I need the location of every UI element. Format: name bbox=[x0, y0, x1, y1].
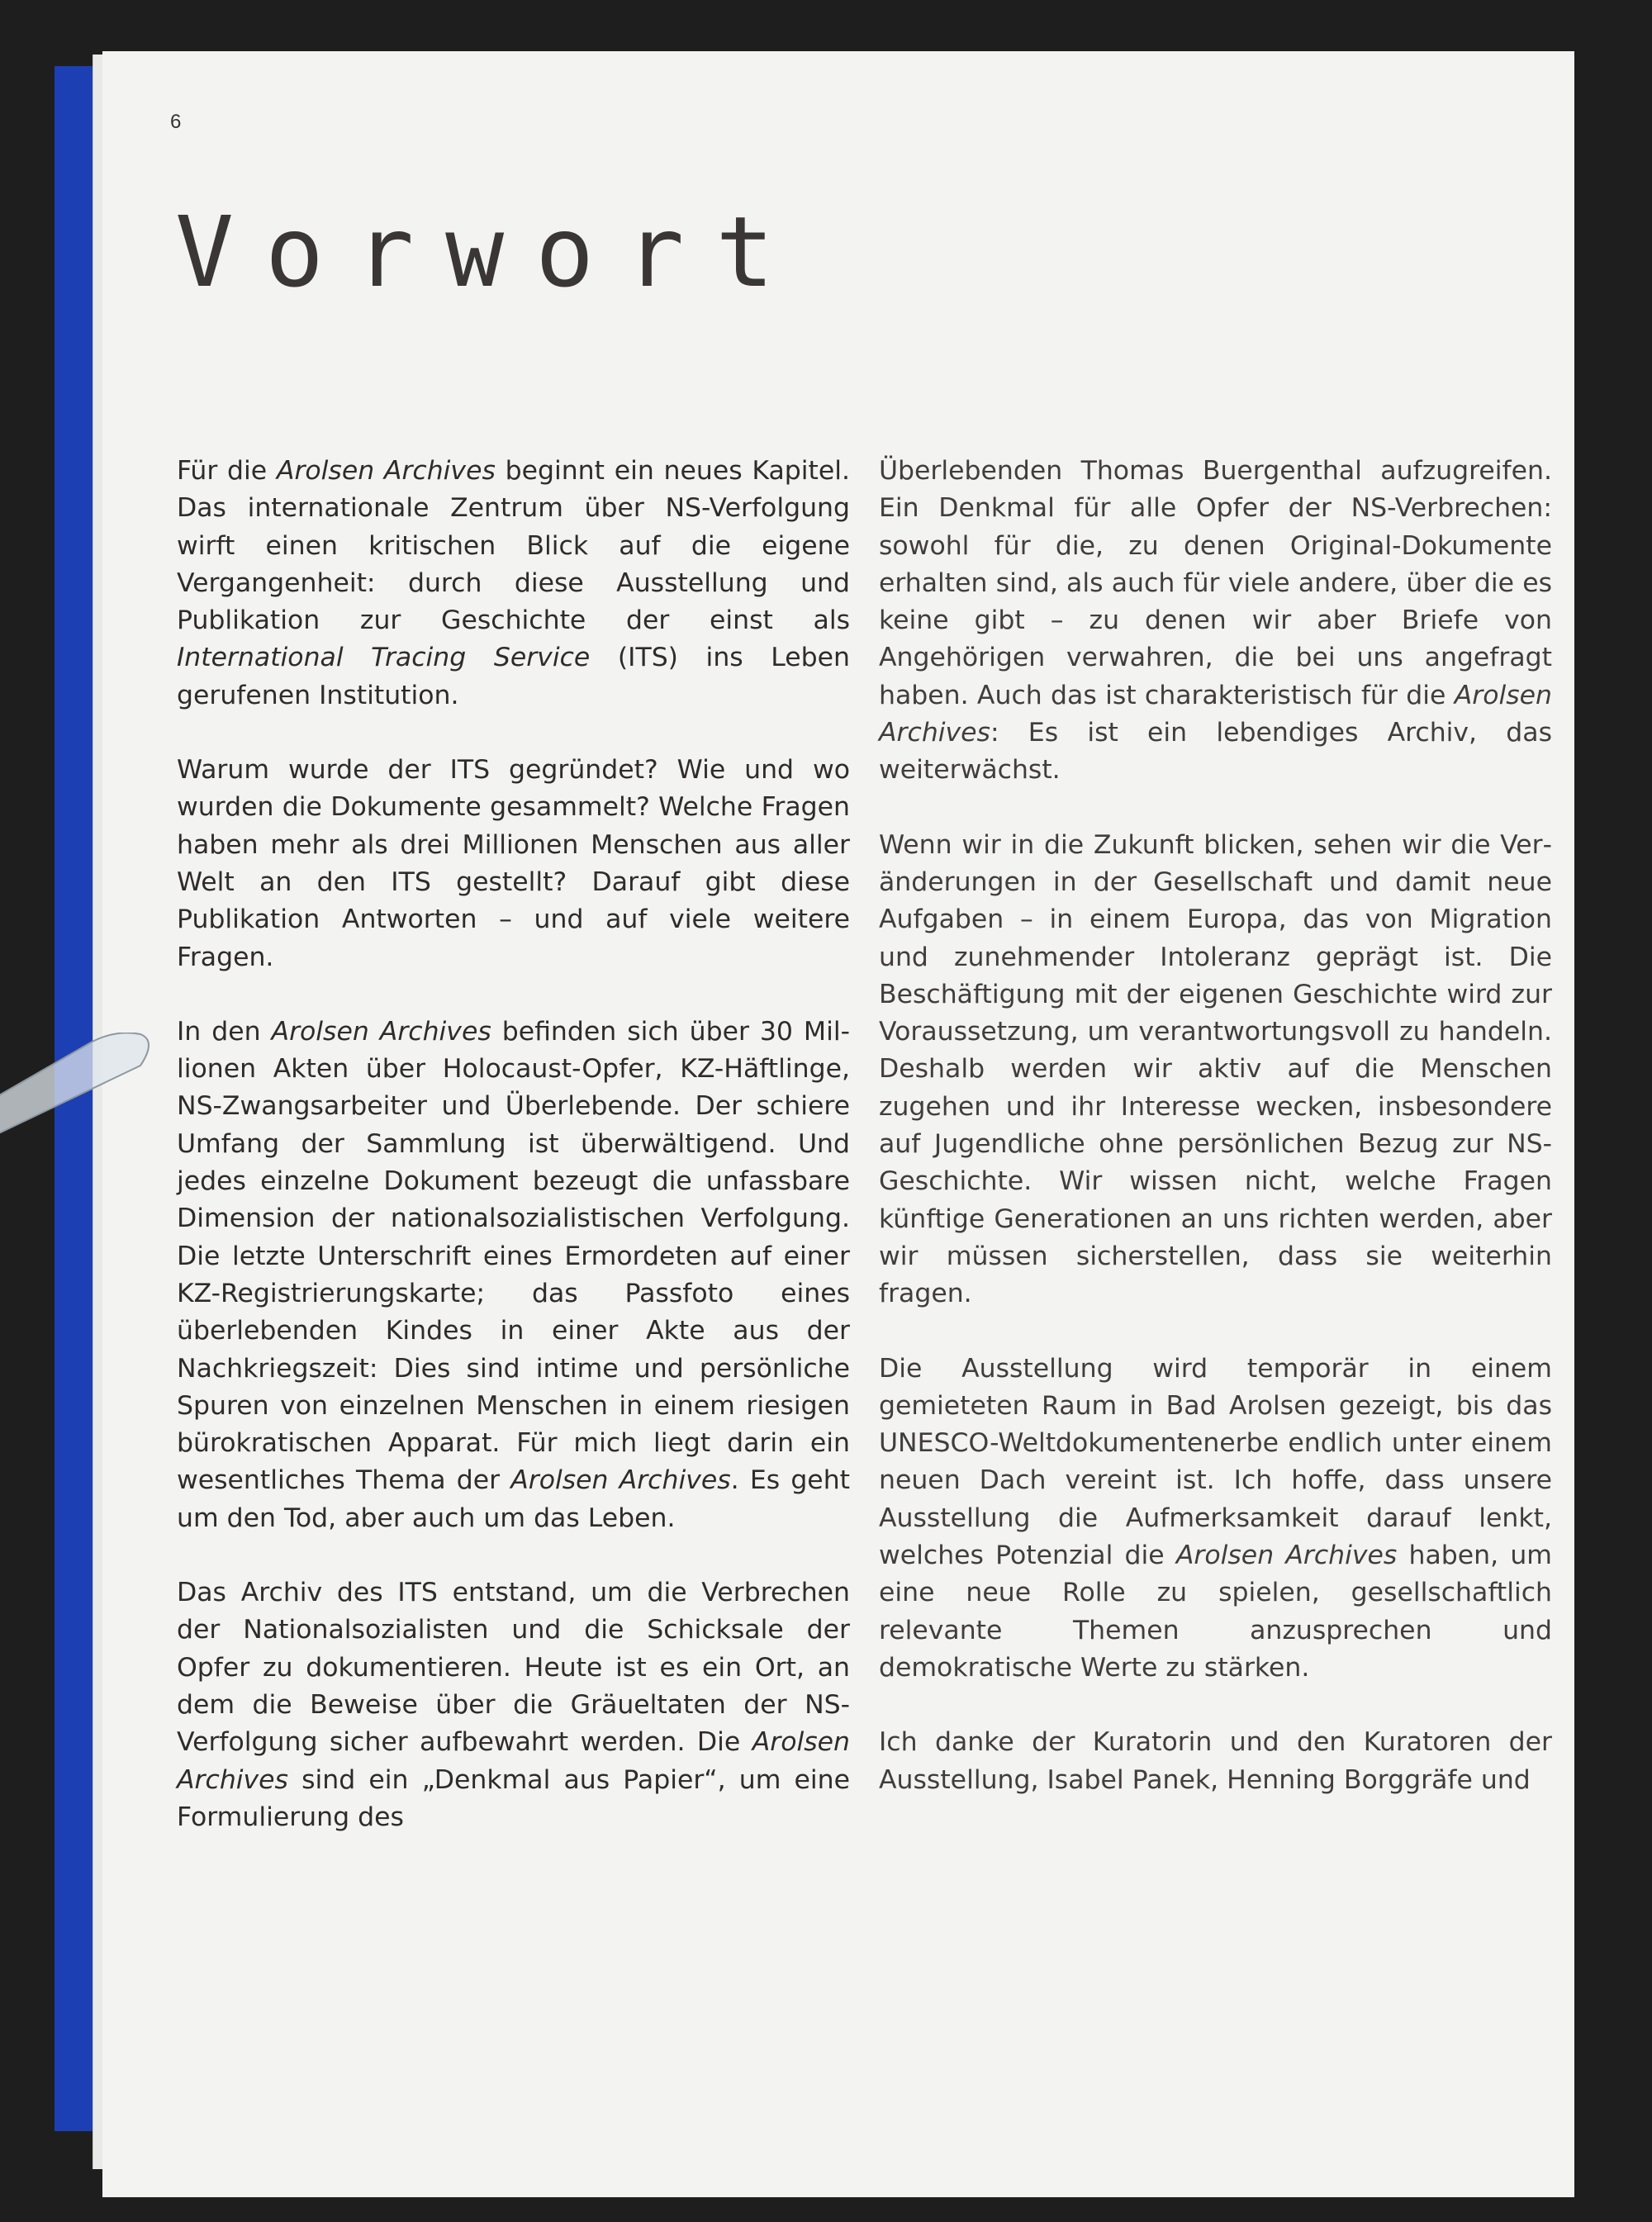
text-run: In den bbox=[177, 1016, 272, 1047]
italic-text-run: International Tracing Service bbox=[177, 643, 591, 673]
paragraph bbox=[879, 1351, 1552, 1688]
text-run: haben, um eine neue Rolle zu spielen, gesellschaftlich relevante Themen anzusprechen und demokratische Werte zu stärken. bbox=[879, 1541, 1552, 1683]
paragraph bbox=[879, 1724, 1552, 1799]
text-run: . Es geht um den Tod, aber auch um das Leben. bbox=[177, 1465, 851, 1533]
text-column-right bbox=[879, 453, 1552, 1799]
paragraph bbox=[879, 827, 1552, 1313]
paragraph bbox=[177, 453, 850, 715]
italic-text-run: Arolsen Archives bbox=[271, 1016, 491, 1047]
text-run: beginnt ein neues Kapitel. Das internationale Zentrum über NS-Verfolgung wirft einen kritischen Blick auf die eigene Vergangenheit: durch diese Ausstellung und Publikation zur Geschichte der einst als bbox=[177, 456, 850, 636]
text-run: Wenn wir in die Zukunft blicken, sehen wir die Veränderungen in der Gesellschaft und damit neue Aufgaben – in einem Europa, das von Migration und zunehmender Intoleranz geprägt ist. Die Beschäftigung mit der eigenen Geschichte wird zur Voraussetzung, um verantwortungsvoll zu handeln. Deshalb werden wir aktiv auf die Menschen zugehen und ihr Interesse wecken, insbesondere auf Jugendliche ohne persönlichen Bezug zur NS-Geschichte. Wir wissen nicht, welche Fragen künftige Generationen an uns richten werden, aber wir müssen sicherstellen, dass sie weiterhin fragen. bbox=[879, 829, 1552, 1309]
paragraph bbox=[879, 453, 1552, 790]
text-run: Ich danke der Kuratorin und den Kuratoren der Ausstellung, Isabel Panek, Henning Borggräfe und bbox=[879, 1727, 1552, 1795]
page-number: 6 bbox=[170, 111, 182, 133]
transparent-ruler bbox=[0, 1033, 215, 1173]
italic-text-run: Arolsen Archives bbox=[510, 1465, 731, 1496]
paragraph bbox=[177, 752, 850, 976]
text-run: Die Ausstellung wird temporär in einem gemieteten Raum in Bad Arolsen gezeigt, bis das UNESCO-Weltdokumentenerbe endlich unter einem neuen Dach vereint ist. Ich hoffe, dass unsere Ausstellung die Aufmerksamkeit darauf lenkt, welches Potenzial die bbox=[879, 1353, 1552, 1571]
italic-text-run: Arolsen Archives bbox=[879, 680, 1552, 748]
page-title: Vorwort bbox=[175, 195, 806, 309]
text-column-left bbox=[177, 453, 850, 1836]
paragraph bbox=[177, 1574, 850, 1836]
text-run: Für die bbox=[177, 456, 277, 486]
text-run: : Es ist ein lebendiges Archiv, das weiterwächst. bbox=[879, 718, 1552, 786]
text-run: Das Archiv des ITS entstand, um die Verbrechen der Nationalsozialisten und die Schicksale der Opfer zu dokumentieren. Heute ist es ein Ort, an dem die Beweise über die Gräueltaten der NS-Verfolgung sicher aufbewahrt werden. Die bbox=[177, 1578, 850, 1758]
italic-text-run: Arolsen Archives bbox=[1175, 1541, 1398, 1571]
text-run: Überlebenden Thomas Buergenthal aufzugreifen. Ein Denkmal für alle Opfer der NS-Verbrechen: sowohl für die, zu denen Original-Dokumente erhalten sind, als auch für viele andere, über die es keine gibt – zu denen wir aber Briefe von Angehörigen verwahren, die bei uns angefragt haben. Auch das ist charakteristisch für die bbox=[879, 456, 1552, 710]
italic-text-run: Arolsen Archives bbox=[177, 1727, 850, 1795]
italic-text-run: Arolsen Archives bbox=[276, 456, 496, 486]
text-run: (ITS) ins Leben gerufenen Institution. bbox=[177, 643, 850, 710]
text-run: Warum wurde der ITS gegründet? Wie und wo wurden die Dokumente gesammelt? Welche Fragen haben mehr als drei Millionen Menschen aus aller Welt an den ITS gestellt? Darauf gibt diese Publikation Antworten – und auf viele weitere Fragen. bbox=[177, 755, 850, 972]
paragraph bbox=[177, 1014, 850, 1537]
text-run: sind ein „Denkmal aus Papier“, um eine Formulierung des bbox=[177, 1764, 850, 1832]
text-run: befinden sich über 30 Millionen Akten über Holocaust-Opfer, KZ-Häftlinge, NS-Zwangsarbeiter und Überlebende. Der schiere Umfang der Sammlung ist überwältigend. Und jedes einzelne Dokument bezeugt die unfassbare Dimension der nationalsozialistischen Verfolgung. Die letzte Unterschrift eines Ermordeten auf einer KZ-Registrierungskarte; das Passfoto eines überlebenden Kindes in einer Akte aus der Nachkriegszeit: Dies sind intime und persönliche Spuren von einzelnen Menschen in einem riesigen bürokratischen Apparat. Für mich liegt darin ein wesentliches Thema der bbox=[177, 1016, 850, 1496]
